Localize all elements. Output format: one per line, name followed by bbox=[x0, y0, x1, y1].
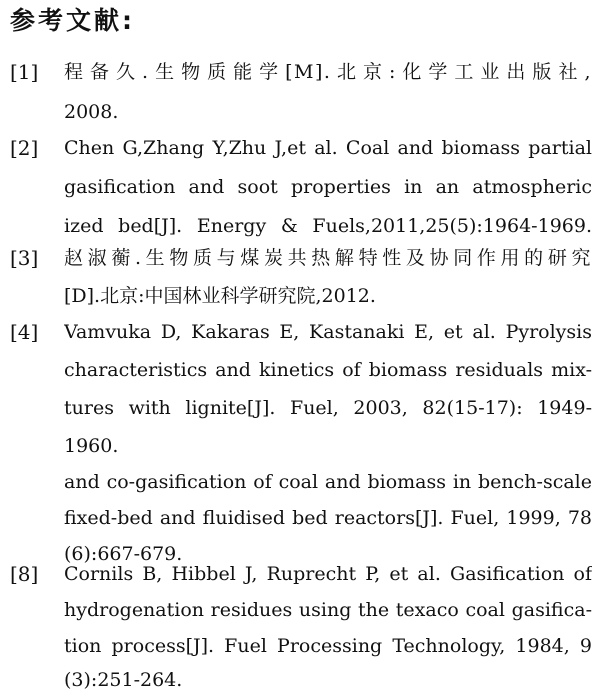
reference-text-line: gasification and soot properties in an atmospheric bbox=[64, 176, 592, 198]
reference-text-line: 1960. bbox=[64, 435, 119, 457]
reference-text-line: hydrogenation residues using the texaco coal gasifica- bbox=[64, 599, 592, 621]
reference-number: [8] bbox=[10, 562, 39, 586]
reference-text-line: 程备久.生物质能学[M].北京:化学工业出版社, bbox=[64, 61, 592, 83]
reference-text-line: and co-gasification of coal and biomass in bench-scale bbox=[64, 471, 592, 493]
reference-text-line: Cornils B, Hibbel J, Ruprecht P, et al. Gasification of bbox=[64, 563, 592, 585]
reference-text-line: characteristics and kinetics of biomass residuals mix- bbox=[64, 359, 592, 381]
reference-text-line: [D].北京:中国林业科学研究院,2012. bbox=[64, 285, 376, 307]
reference-number: [2] bbox=[10, 136, 39, 160]
reference-text-line: Chen G,Zhang Y,Zhu J,et al. Coal and biomass partial bbox=[64, 137, 592, 159]
reference-number: [1] bbox=[10, 60, 39, 84]
reference-text-line: Vamvuka D, Kakaras E, Kastanaki E, et al. Pyrolysis bbox=[64, 321, 592, 343]
reference-text-line: ized bed[J]. Energy & Fuels,2011,25(5):1964-1969. bbox=[64, 215, 592, 237]
reference-text-line: (3):251-264. bbox=[64, 669, 183, 691]
reference-text-line: tion process[J]. Fuel Processing Technology, 1984, 9 bbox=[64, 635, 592, 657]
reference-text-line: (6):667-679. bbox=[64, 543, 183, 565]
reference-text-line: fixed-bed and fluidised bed reactors[J]. Fuel, 1999, 78 bbox=[64, 507, 592, 529]
reference-number: [3] bbox=[10, 246, 39, 270]
reference-number: [4] bbox=[10, 320, 39, 344]
references-heading: 参考文献: bbox=[10, 6, 135, 35]
reference-text-line: tures with lignite[J]. Fuel, 2003, 82(15-17): 1949- bbox=[64, 397, 592, 419]
reference-text-line: 赵淑蘅.生物质与煤炭共热解特性及协同作用的研究 bbox=[64, 247, 592, 269]
reference-text-line: 2008. bbox=[64, 101, 119, 123]
